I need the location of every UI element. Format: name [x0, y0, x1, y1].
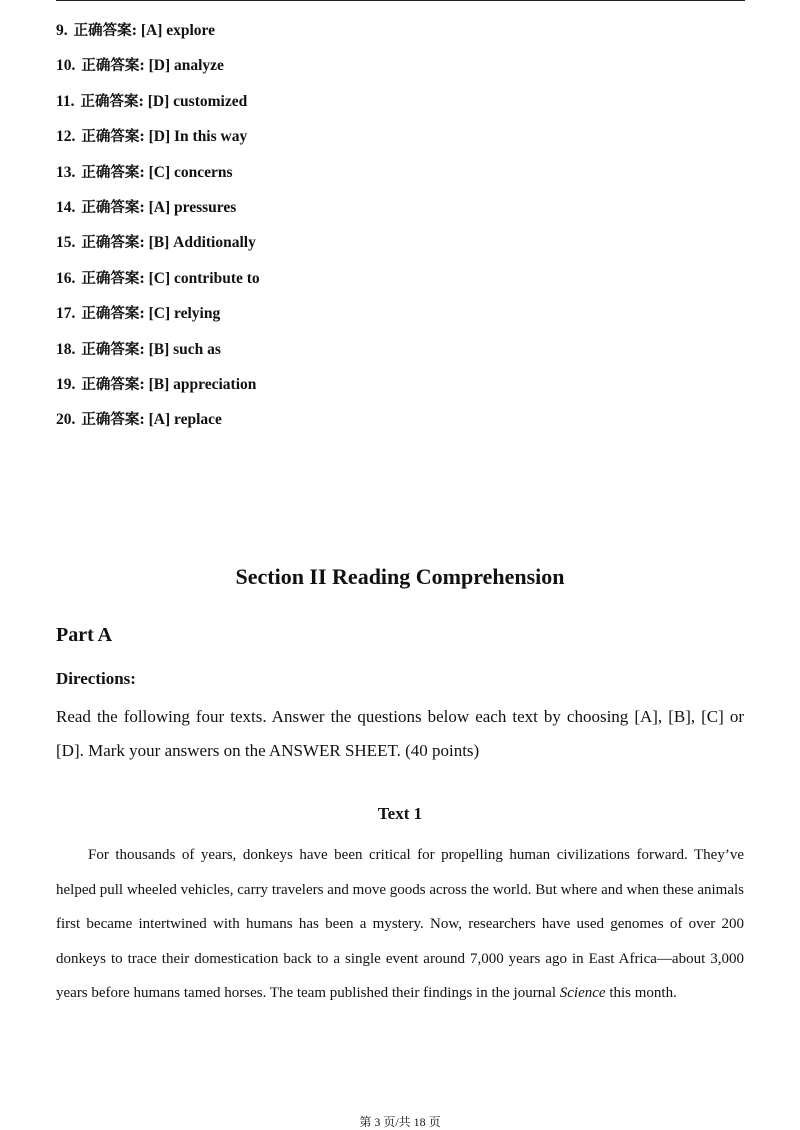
answer-row	[56, 89, 260, 124]
answer-number: 9.	[56, 22, 68, 39]
answer-row	[56, 407, 260, 442]
answer-value: [A] replace	[148, 411, 222, 429]
answer-label: 正确答案:	[81, 57, 145, 75]
answer-number: 10.	[56, 57, 76, 75]
answer-number: 19.	[56, 375, 76, 393]
answer-row	[56, 301, 260, 336]
answer-value: [C] concerns	[148, 163, 233, 181]
part-title: Part A	[56, 624, 113, 646]
answer-value: [A] explore	[140, 22, 216, 39]
answer-list	[56, 18, 260, 443]
answer-label: 正确答案:	[80, 92, 144, 110]
answer-value: [C] contribute to	[148, 269, 260, 287]
passage-text-end: this month.	[605, 985, 677, 1001]
answer-number: 15.	[56, 234, 76, 252]
answer-value: [D] In this way	[148, 128, 248, 146]
answer-row	[56, 53, 260, 88]
answer-value: [B] appreciation	[148, 375, 257, 393]
answer-number: 16.	[56, 269, 76, 287]
answer-number: 20.	[56, 411, 76, 429]
answer-value: [D] analyze	[148, 57, 224, 75]
answer-number: 17.	[56, 305, 76, 323]
text-title: Text 1	[377, 804, 423, 823]
answer-label: 正确答案:	[81, 128, 145, 146]
answer-label: 正确答案:	[81, 375, 145, 393]
answer-label: 正确答案:	[81, 163, 145, 181]
answer-row	[56, 18, 260, 53]
answer-number: 12.	[56, 128, 76, 146]
answer-value: [C] relying	[148, 305, 221, 323]
answer-value: [A] pressures	[148, 198, 237, 216]
answer-label: 正确答案:	[81, 198, 145, 216]
answer-value: [B] Additionally	[148, 234, 256, 252]
answer-label: 正确答案:	[81, 234, 145, 252]
answer-row	[56, 195, 260, 230]
answer-row	[56, 266, 260, 301]
answer-row	[56, 337, 260, 372]
answer-row	[56, 160, 260, 195]
answer-row	[56, 372, 260, 407]
passage-text: For thousands of years, donkeys have been critical for propelling human civilizations forward. They’ve helped pull wheeled vehicles, carry travelers and move goods across the world. But where and when these animals first became intertwined with humans has been a mystery. Now, researchers have used genomes of over 200 donkeys to trace their domestication back to a single event around 7,000 years ago in East Africa—about 3,000 years before humans tamed horses. The team published their findings in the journal	[56, 847, 744, 1001]
journal-name: Science	[559, 985, 606, 1001]
answer-label: 正确答案:	[81, 411, 145, 429]
answer-value: [B] such as	[148, 340, 221, 358]
directions-text: Read the following four texts. Answer the questions below each text by choosing [A], [B], [C] or [D]. Mark your answers on the ANSWER SHEET. (40 points)	[56, 707, 744, 760]
answer-row	[56, 124, 260, 159]
answer-row	[56, 230, 260, 265]
answer-number: 14.	[56, 198, 76, 216]
passage-paragraph	[56, 838, 744, 1011]
answer-label: 正确答案:	[81, 269, 145, 287]
answer-label: 正确答案:	[81, 340, 145, 358]
top-rule	[56, 0, 745, 1]
answer-number: 13.	[56, 163, 76, 181]
answer-label: 正确答案:	[81, 305, 145, 323]
directions-heading: Directions:	[56, 669, 136, 688]
answer-value: [D] customized	[147, 92, 248, 110]
answer-number: 18.	[56, 340, 76, 358]
page-footer: 第 3 页/共 18 页	[359, 1115, 441, 1129]
answer-number: 11.	[56, 92, 75, 110]
answer-label: 正确答案:	[73, 22, 137, 39]
section-title: Section II Reading Comprehension	[235, 564, 565, 589]
